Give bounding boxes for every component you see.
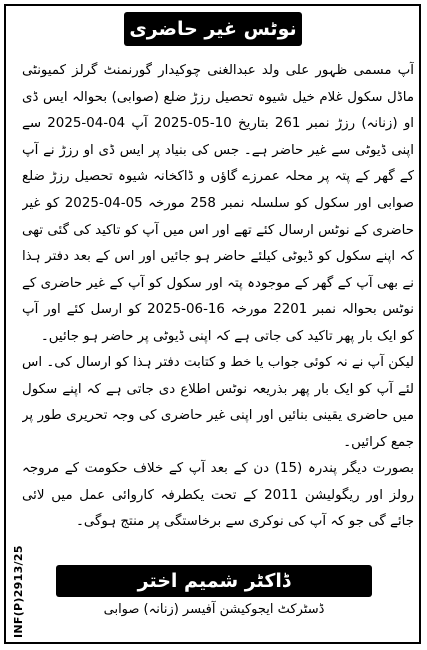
signatory-designation: ڈسٹرکٹ ایجوکیشن آفیسر (زنانہ) صوابی: [103, 602, 325, 617]
notice-body: [22, 58, 414, 536]
reference-number: INF(P)2913/25: [12, 545, 25, 638]
signatory-name: ڈاکٹر شمیم اختر: [56, 565, 372, 597]
notice-paragraph-3: بصورت دیگر پندرہ (15) دن کے بعد آپ کے خلاف حکومت کے مروجہ رولز اور ریگولیشن 2011 کے تحت یکطرفہ کاروائی عمل میں لائی جائے گی جو کہ آپ کی نوکری سے برخاستگی پر منتج ہوگی۔: [22, 461, 414, 530]
notice-paragraph-2: لیکن آپ نے نہ کوئی جواب یا خط و کتابت دفتر ہذا کو ارسال کی۔ اس لئے آپ کو ایک بار پھر بذریعہ نوٹس اطلاع دی جاتی ہے کہ اپنے سکول میں حاضری یقینی بنائیں اور اپنی غیر حاضری کی وجہ تحریری طور پر جمع کرائیں۔: [22, 355, 414, 450]
notice-paragraph-1: آپ مسمی ظہور علی ولد عبدالغنی چوکیدار گورنمنٹ گرلز کمیونٹی ماڈل سکول غلام خیل شیوہ تحصیل رزڑ ضلع (صوابی) بحوالہ ایس ڈی او (زنانہ) رزڑ نمبر 261 بتاریخ 10-05-2025 آپ 04-04-2025 سے اپنی ڈیوٹی سے غیر حاضر ہے۔ جس کی بنیاد پر ایس ڈی او رزڑ نے آپ کے گھر کے پتہ پر محلہ عمرزے گاؤں و ڈاکخانہ شیوہ تحصیل رزڑ ضلع صوابی اور سکول کو سلسلہ نمبر 258 مورخہ 05-04-2025 کو غیر حاضری کے نوٹس ارسال کئے تھے اور اس میں آپ کو تاکید کی گئی تھی کہ اپنے سکول کو ڈیوٹی کیلئے حاضر ہو جائیں اور اس کے بعد دفتر ہذا نے بھی آپ کے گھر کے موجودہ پتہ اور سکول کو آپ کے غیر حاضری کے نوٹس بحوالہ نمبر 2201 مورخہ 16-06-2025 کو ارسل کئے اور آپ کو ایک بار پھر تاکید کی جاتی ہے کہ اپنی ڈیوٹی پر حاضر ہو جائیں۔: [22, 63, 414, 344]
notice-title: نوٹس غیر حاضری: [124, 12, 302, 46]
